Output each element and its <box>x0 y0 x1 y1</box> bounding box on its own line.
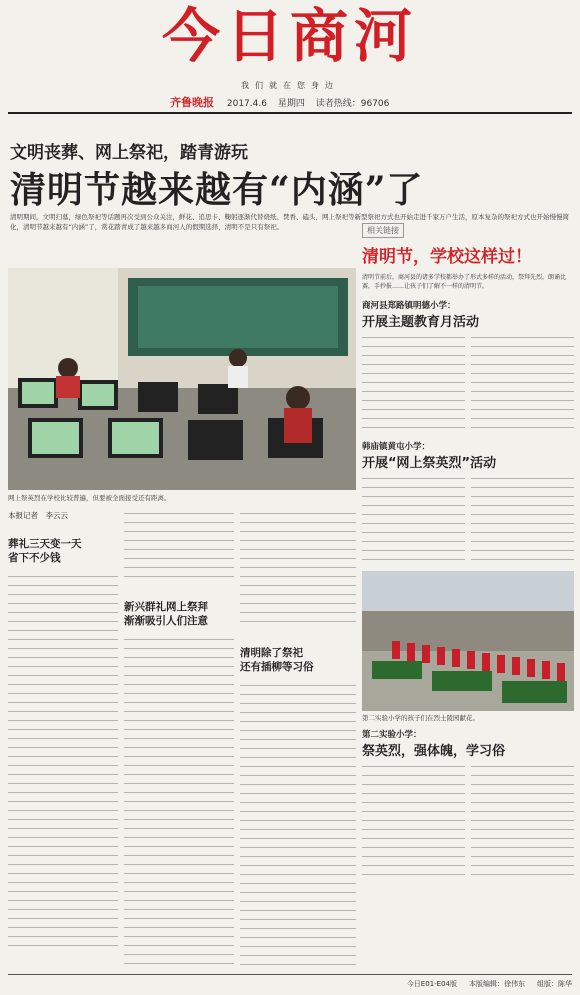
classroom-photo-image <box>8 268 356 490</box>
article-1-body-cont <box>124 510 234 580</box>
section-1-title: 开展主题教育月活动 <box>362 315 480 330</box>
footer-design: 组版：陈华 <box>537 980 572 988</box>
masthead-title: 今日商河 <box>161 2 418 70</box>
article-1-body <box>8 573 118 953</box>
section-3-label: 第二实验小学： <box>362 730 422 740</box>
column-2 <box>124 510 234 966</box>
section-3-title: 祭英烈，强体魄，学习俗 <box>362 744 506 759</box>
issue-weekday: 星期四 <box>277 99 305 109</box>
memorial-photo-image <box>362 571 574 711</box>
column-1 <box>8 510 118 953</box>
byline: 本报记者 李云云 <box>8 511 68 520</box>
classroom-photo-caption: 网上祭英烈在学校比较普遍，但要被全面接受还有距离。 <box>8 494 171 502</box>
article-2-body-cont <box>240 510 356 630</box>
sidebar-intro: 清明节前后，商河县的诸多学校都举办了形式多样的活动，祭拜先烈，朗诵比赛，手抄报……让孩子们了解不一样的清明节。 <box>362 274 567 290</box>
issue-date: 2017.4.6 <box>226 99 267 109</box>
column-3 <box>240 510 356 972</box>
masthead-info <box>170 94 397 110</box>
section-2-label: 韩庙镇黄屯小学： <box>362 442 431 452</box>
article-3-body <box>240 682 356 972</box>
masthead-rule <box>8 112 572 114</box>
masthead-slogan: 我们就在您身边 <box>241 81 339 90</box>
memorial-photo <box>362 571 574 711</box>
memorial-photo-caption: 第二实验小学的孩子们在烈士陵园献花。 <box>362 714 479 722</box>
section-1-label: 商河县郑路镇明德小学： <box>362 301 456 311</box>
classroom-photo <box>8 268 356 490</box>
section-3-body <box>362 763 574 883</box>
sidebar-headline: 清明节，学校这样过！ <box>362 247 532 267</box>
reader-hotline: 读者热线：96706 <box>315 99 390 109</box>
story-kicker: 文明丧葬、网上祭祀，踏青游玩 <box>10 143 248 163</box>
related-links-sidebar <box>362 218 574 964</box>
article-3-title: 清明除了祭祀 还有插柳等习俗 <box>240 647 314 673</box>
story-headline: 清明节越来越有“内涵”了 <box>10 169 424 211</box>
section-2-body <box>362 475 574 565</box>
footer-page: 今日E01-E04版 <box>406 980 457 988</box>
section-2-title: 开展“网上祭英烈”活动 <box>362 456 497 471</box>
related-links-tag: 相关链接 <box>362 223 404 238</box>
article-2-body <box>124 636 234 966</box>
story-lead: 清明期间，文明扫墓，绿色祭祀等话题再次受到公众关注，鲜花、追思卡、鞠躬逐渐代替烧纸、焚香、磕头，网上祭祀等新型祭祀方式也开始走进千家万户生活，原本复杂的祭祀方式也开始慢慢简化，清明节越来越有“内涵”了，赏花踏青成了越来越多商河人的假期选择，清明不是只有祭祀。 <box>10 213 569 231</box>
paper-name: 齐鲁晚报 <box>170 96 214 109</box>
article-1-title: 葬礼三天变一天 省下不少钱 <box>8 538 82 564</box>
page-footer <box>8 974 572 989</box>
footer-editor: 本版编辑：徐伟东 <box>469 980 525 988</box>
section-1-body <box>362 334 574 434</box>
article-2-title: 新兴群礼网上祭拜 渐渐吸引人们注意 <box>124 601 208 627</box>
